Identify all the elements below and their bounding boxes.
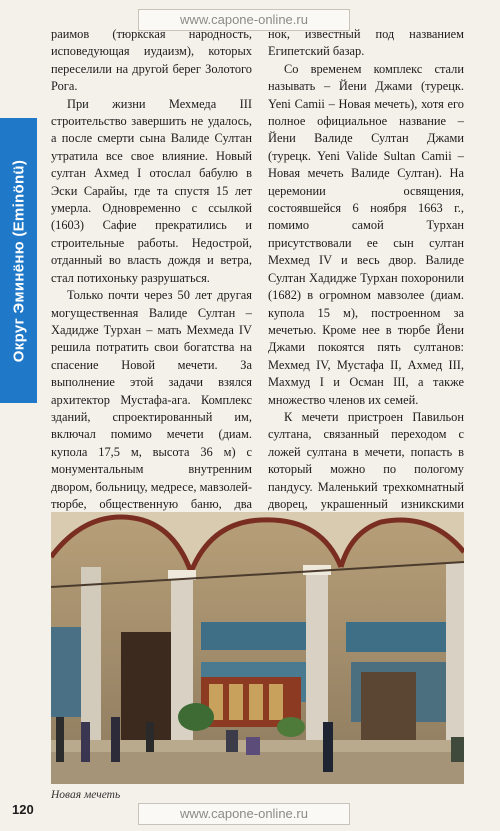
district-side-tab-label: Округ Эминёню (Eminönü): [10, 159, 27, 362]
watermark-top: www.capone-online.ru: [138, 9, 350, 31]
paragraph: нок, известный под названием Египетский базар.: [268, 27, 464, 59]
district-side-tab: [0, 118, 37, 403]
watermark-bottom: www.capone-online.ru: [138, 803, 350, 825]
mosque-courtyard-photo: [51, 512, 464, 784]
left-text-column: [51, 26, 252, 531]
paragraph: К мечети пристроен Павильон султана, связанный переходом с ложей султана в мечети, попасть в который можно по пологому пандусу. Маленький трехкомнатный дворец, украшенный изникскими: [268, 409, 464, 511]
paragraph: Только почти через 50 лет другая могущественная Валиде Султан – Хадидже Турхан – мать Мехмеда IV решила потратить свои богатства на спасение Новой мечети. За выполнение этой задачи взялся архитектор Мустафа-ага. Комплекс зданий, спроектированный им, включал помимо мечети (диам. купола 17,5 м, высота 36 м) с монументальным внутренним двором, больницу, медресе, мавзолей-тюрбе, общественную баню, два: [51, 288, 252, 511]
mosque-courtyard-illustration: [51, 512, 464, 784]
paragraph: Со временем комплекс стали называть – Йени Джами (турецк. Yeni Camii – Новая мечеть), хотя его полное официальное название – Йени Валиде Султан Джами (турецк. Yeni Valide Sultan Camii – Новая мечеть Валиде Султан). На церемонии освящения, состоявшейся 6 ноября 1663 г., помимо самой Турхан присутствовали ее сын султан Мехмед IV и весь двор. Валиде Султан Хадидже Турхан похоронили (1682) в огромном мавзолее (диам. купола 15 м), построенном за мечетью. Кроме нее в тюрбе Йени Джами покоятся пять султанов: Мехмед IV, Мустафа II, Ахмед III, Махмуд I и Осман III, а также множество членов их семей.: [268, 61, 464, 407]
paragraph: раимов (тюркская народность, исповедующая иудаизм), которых переселили на другой берег Золотого Рога.: [51, 27, 252, 94]
page-number: 120: [12, 802, 34, 817]
photo-caption: Новая мечеть: [51, 789, 121, 801]
right-text-column: [268, 26, 464, 583]
paragraph: При жизни Мехмеда III строительство завершить не удалось, а после смерти сына Валиде Султан утратила все свое влияние. Новый султан Ахмед I отослал бабулю в Эски Сарайы, где та спустя 15 лет умерла. Одновременно с ссылкой (1603) Сафие прекратились и строительные работы. Недострой, отданный во власть дождя и ветра, стал потихоньку разрушаться.: [51, 96, 252, 285]
